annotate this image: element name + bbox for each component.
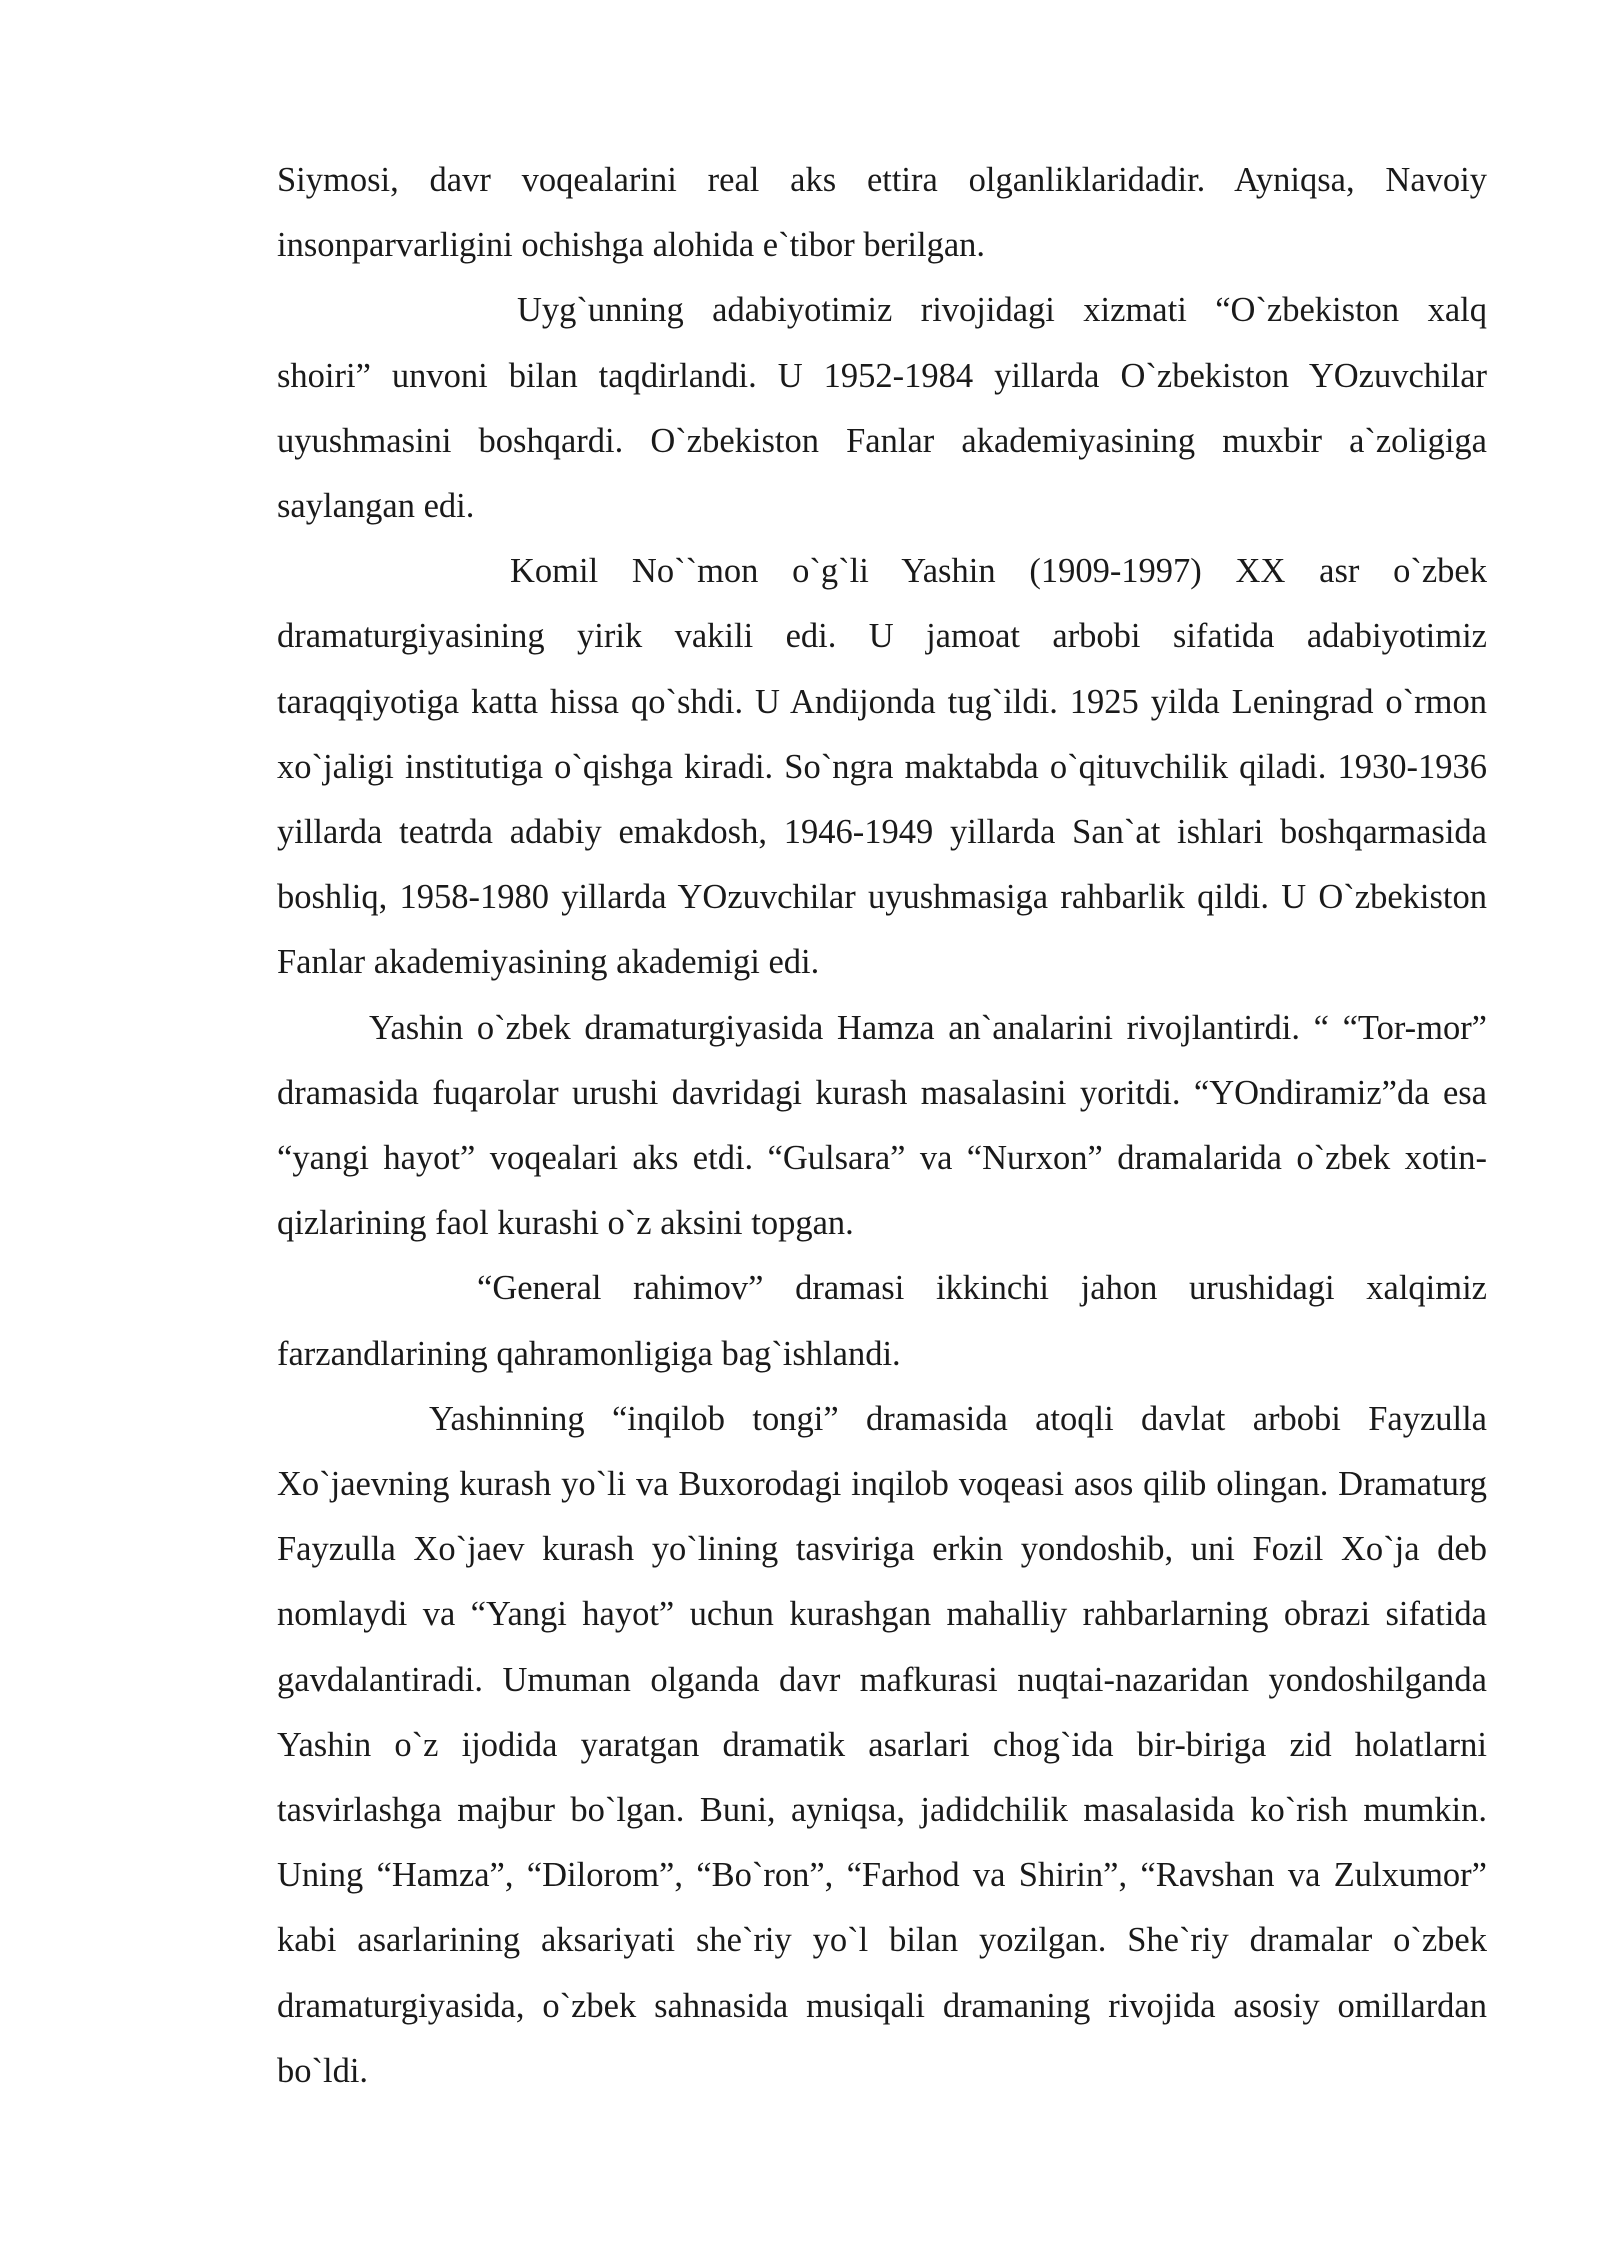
paragraph-yashin-dramaturgy: Yashin o`zbek dramaturgiyasida Hamza an`analarini rivojlantirdi. “ “Tor-mor” dramasida fuqarolar urushi davridagi kurash masalasini yoritdi. “YOndiramiz”da esa “yangi hayot” voqealari aks etdi. “Gulsara” va “Nurxon” dramalarida o`zbek xotin-qizlarining faol kurashi o`z aksini topgan. [277, 1008, 1487, 1243]
paragraph-yashin-biography: Komil No``mon o`g`li Yashin (1909-1997) XX asr o`zbek dramaturgiyasining yirik vakili edi. U jamoat arbobi sifatida adabiyotimiz taraqqiyotiga katta hissa qo`shdi. U Andijonda tug`ildi. 1925 yilda Leningrad o`rmon xo`jaligi institutiga o`qishga kiradi. So`ngra maktabda o`qituvchilik qiladi. 1930-1936 yillarda teatrda adabiy emakdosh, 1946-1949 yillarda San`at ishlari boshqarmasida boshliq, 1958-1980 yillarda YOzuvchilar uyushmasiga rahbarlik qildi. U O`zbekiston Fanlar akademiyasining akademigi edi. [277, 552, 1487, 982]
paragraph-uygun: Uyg`unning adabiyotimiz rivojidagi xizmati “O`zbekiston xalq shoiri” unvoni bilan taqdirlandi. U 1952-1984 yillarda O`zbekiston YOzuvchilar uyushmasini boshqardi. O`zbekiston Fanlar akademiyasining muxbir a`zoligiga saylangan edi. [277, 291, 1487, 526]
paragraph-inqilob-tongi: Yashinning “inqilob tongi” dramasida atoqli davlat arbobi Fayzulla Xo`jaevning kurash yo`li va Buxorodagi inqilob voqeasi asos qilib olingan. Dramaturg Fayzulla Xo`jaev kurash yo`lining tasviriga erkin yondoshib, uni Fozil Xo`ja deb nomlaydi va “Yangi hayot” uchun kurashgan mahalliy rahbarlarning obrazi sifatida gavdalantiradi. Umuman olganda davr mafkurasi nuqtai-nazaridan yondoshilganda Yashin o`z ijodida yaratgan dramatik asarlari chog`ida bir-biriga zid holatlarni tasvirlashga majbur bo`lgan. Buni, ayniqsa, jadidchilik masalasida ko`rish mumkin. Uning “Hamza”, “Dilorom”, “Bo`ron”, “Farhod va Shirin”, “Ravshan va Zulxumor” kabi asarlarining aksariyati she`riy yo`l bilan yozilgan. She`riy dramalar o`zbek dramaturgiyasida, o`zbek sahnasida musiqali dramaning rivojida asosiy omillardan bo`ldi. [277, 1399, 1487, 2090]
paragraph-general-rahimov: “General rahimov” dramasi ikkinchi jahon urushidagi xalqimiz farzandlarining qahramonligiga bag`ishlandi. [277, 1269, 1487, 1373]
paragraph-navoiy: Siymosi, davr voqealarini real aks ettira olganliklaridadir. Ayniqsa, Navoiy insonparvarligini ochishga alohida e`tibor berilgan. [277, 161, 1487, 265]
document-body [277, 148, 1487, 2104]
